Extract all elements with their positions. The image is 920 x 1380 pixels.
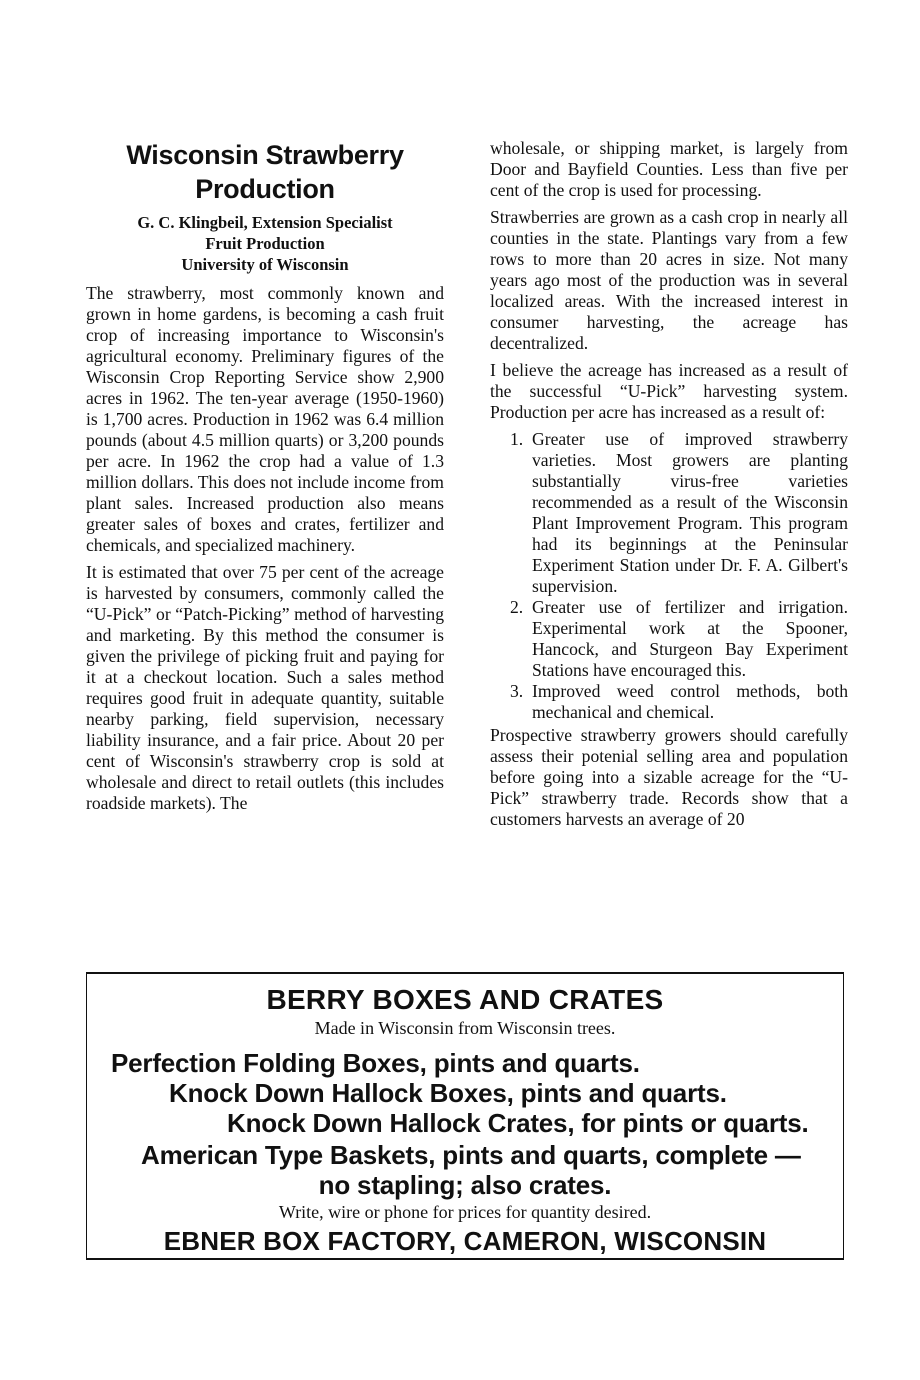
list-item [490,681,848,723]
article-right-column [490,138,848,830]
list-item [490,429,848,597]
list-item-text: Improved weed control methods, both mechanical and chemical. [532,681,848,722]
author-department: Fruit Production [205,234,325,253]
ad-contact-note: Write, wire or phone for prices for quantity desired. [278,1202,652,1222]
advertisement-box [86,972,844,1260]
paragraph: I believe the acreage has increased as a result of the successful “U-Pick” harvesting system. Production per acre has increased as a result of: [490,360,848,422]
ad-product-line: Knock Down Hallock Boxes, pints and quarts. [169,1078,727,1108]
list-item-number: 3. [510,681,524,701]
byline [86,212,444,275]
list-item-number: 2. [510,597,524,617]
ad-subtitle: Made in Wisconsin from Wisconsin trees. [314,1018,616,1038]
ad-product-line: Knock Down Hallock Crates, for pints or quarts. [227,1108,809,1138]
paragraph: The strawberry, most commonly known and grown in home gardens, is becoming a cash fruit crop of increasing importance to Wisconsin's agricultural economy. Preliminary figures of the Wisconsin Crop Reporting Service show 2,900 acres in 1962. The ten-year average (1950-1960) is 1,700 acres. Production in 1962 was 6.4 million pounds (about 4.5 million quarts) or 3,200 pounds per acre. In 1962 the crop had a value of 1.3 million dollars. This does not include income from plant sales. Increased production also means greater sales of boxes and crates, fertilizer and chemicals, and specialized machinery. [86,283,444,555]
paragraph: It is estimated that over 75 per cent of the acreage is harvested by consumers, commonly called the “U-Pick” or “Patch-Picking” method of harvesting and marketing. By this method the consumer is given the privilege of picking fruit and paying for it at a checkout location. Such a sales method requires good fruit in adequate quantity, suitable nearby parking, field supervision, necessary liability insurance, and a fair price. About 20 per cent of Wisconsin's strawberry crop is sold at wholesale and direct to retail outlets (this includes roadside markets). The [86,562,444,813]
paragraph: wholesale, or shipping market, is largely from Door and Bayfield Counties. Less than five per cent of the crop is used for processing. [490,138,848,200]
numbered-list [490,429,848,723]
ad-product-line: no stapling; also crates. [318,1170,612,1200]
list-item-text: Greater use of fertilizer and irrigation. Experimental work at the Spooner, Hancock, and Sturgeon Bay Experiment Stations have encouraged this. [532,597,848,680]
ad-product-line: American Type Baskets, pints and quarts, complete — [141,1140,801,1170]
list-item [490,597,848,681]
author-name: G. C. Klingbeil, Extension Specialist [137,213,393,232]
article-left-column [86,138,444,814]
ad-product-line: Perfection Folding Boxes, pints and quarts. [111,1048,640,1078]
article-title-line-1: Wisconsin Strawberry [126,140,404,170]
author-organization: University of Wisconsin [181,255,349,274]
article-title-line-2: Production [195,174,335,204]
paragraph: Strawberries are grown as a cash crop in nearly all counties in the state. Plantings vary from a few rows to more than 20 acres in size. Not many years ago most of the production was in several localized areas. With the increased interest in consumer harvesting, the acreage has decentralized. [490,207,848,353]
paragraph: Prospective strawberry growers should carefully assess their potenial selling area and population before going into a sizable acreage for the “U-Pick” strawberry trade. Records show that a customers harvests an average of 20 [490,725,848,829]
ad-title: BERRY BOXES AND CRATES [266,984,664,1015]
list-item-text: Greater use of improved strawberry varieties. Most growers are planting substantially virus-free varieties recommended as a result of the Wisconsin Plant Improvement Program. This program had its beginnings at the Peninsular Experiment Station under Dr. F. A. Gilbert's supervision. [532,429,848,596]
ad-company-name: EBNER BOX FACTORY, CAMERON, WISCONSIN [163,1226,767,1256]
list-item-number: 1. [510,429,524,449]
article-title [86,138,444,206]
